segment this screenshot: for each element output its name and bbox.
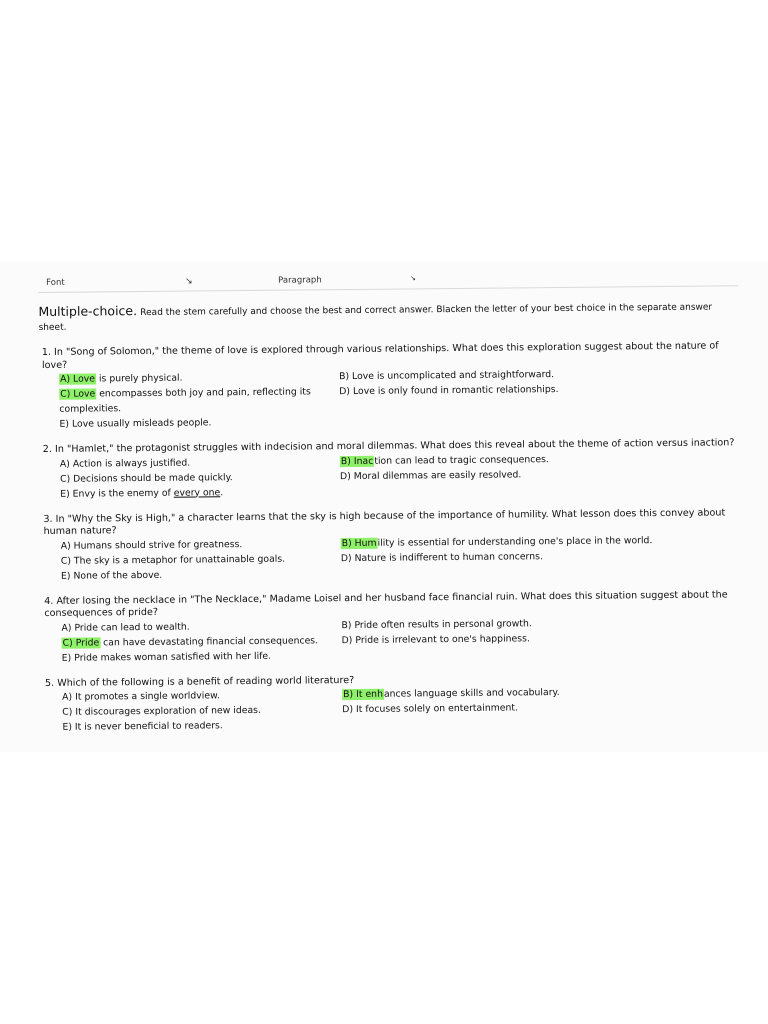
answer-highlight: A) Love <box>60 373 96 385</box>
ribbon-paragraph-label: Paragraph <box>278 275 322 286</box>
document-sheet <box>38 259 742 735</box>
underlined-text: every one <box>173 486 221 499</box>
question-stem: 3. In "Why the Sky is High," a character learns that the sky is high because of the importance of humility. What lesson does this convey about human nature? <box>43 506 726 537</box>
option-c: C) The sky is a metaphor for unattainable goals. <box>60 553 286 567</box>
option-d: D) Moral dilemmas are easily resolved. <box>339 468 522 482</box>
option-e: E) Pride makes woman satisfied with her life. <box>61 650 272 664</box>
option-e <box>40 484 340 502</box>
option-a: A) It promotes a single worldview. <box>62 690 220 703</box>
options-grid <box>42 683 742 735</box>
option-c: C) It discourages exploration of new ideas. <box>62 704 262 718</box>
option-text: encompasses both joy and pain, reflecting its complexities. <box>59 386 311 415</box>
section-instruction: Read the stem carefully and choose the best and correct answer. Blacken the letter of your best choice in the separate answer sheet. <box>38 302 713 333</box>
answer-highlight: C) Pride <box>62 636 100 649</box>
option-c <box>39 384 339 417</box>
options-grid <box>39 365 740 432</box>
option-e: E) It is never beneficial to readers. <box>62 720 223 733</box>
dialog-launcher-icon: ↘ <box>410 274 417 283</box>
question-2 <box>40 437 741 501</box>
option-text: ility is essential for understanding one's place in the world. <box>377 534 653 549</box>
option-c: C) Decisions should be made quickly. <box>59 471 233 485</box>
answer-highlight: C) Love <box>60 388 96 400</box>
section-title: Multiple-choice. <box>38 303 138 319</box>
option-text: ances language skills and vocabulary. <box>383 687 560 700</box>
question-3 <box>40 507 741 584</box>
answer-highlight: B) Hum <box>341 537 377 549</box>
ribbon-strip <box>38 259 738 293</box>
answer-highlight: B) Inac <box>340 455 374 467</box>
option-text: tion can lead to tragic consequences. <box>374 453 549 467</box>
options-grid <box>41 532 741 584</box>
question-5 <box>42 671 743 735</box>
option-e: E) None of the above. <box>60 569 163 582</box>
ribbon-font-label: Font <box>46 277 65 288</box>
options-grid <box>40 450 740 502</box>
answer-highlight: B) It enh <box>343 688 383 701</box>
option-text: E) Envy is the enemy of <box>60 487 174 500</box>
option-text: . <box>220 486 224 498</box>
option-a: A) Humans should strive for greatness. <box>60 538 243 552</box>
question-4 <box>41 589 742 666</box>
option-d: D) Love is only found in romantic relationships. <box>339 384 559 398</box>
option-a: A) Action is always justified. <box>59 457 191 470</box>
option-d: D) Pride is irrelevant to one's happiness. <box>341 632 530 646</box>
option-b: B) Love is uncomplicated and straightforward. <box>339 369 555 383</box>
question-stem: 5. Which of the following is a benefit of reading world literature? <box>44 674 355 689</box>
section-heading <box>38 298 738 335</box>
options-grid <box>41 614 741 666</box>
question-stem: 4. After losing the necklace in "The Necklace," Madame Loisel and her husband face financial ruin. What does this situation suggest about the consequences of pride? <box>44 588 728 619</box>
question-1 <box>39 340 740 432</box>
option-e: E) Love usually misleads people. <box>59 417 212 430</box>
question-stem: 1. In "Song of Solomon," the theme of love is explored through various relationships. What does this exploration suggest about the nature of love? <box>41 340 719 371</box>
question-stem: 2. In "Hamlet," the protagonist struggles with indecision and moral dilemmas. What does this reveal about the theme of action versus inaction? <box>42 437 735 455</box>
dialog-launcher-icon: ↘ <box>185 276 193 287</box>
option-d: D) Nature is indifferent to human concerns. <box>340 550 543 564</box>
option-text: can have devastating financial consequences. <box>100 634 319 648</box>
option-b: B) Pride often results in personal growth. <box>341 617 532 631</box>
option-a: A) Pride can lead to wealth. <box>61 621 190 634</box>
option-d: D) It focuses solely on entertainment. <box>342 702 519 716</box>
option-text: is purely physical. <box>95 372 183 385</box>
